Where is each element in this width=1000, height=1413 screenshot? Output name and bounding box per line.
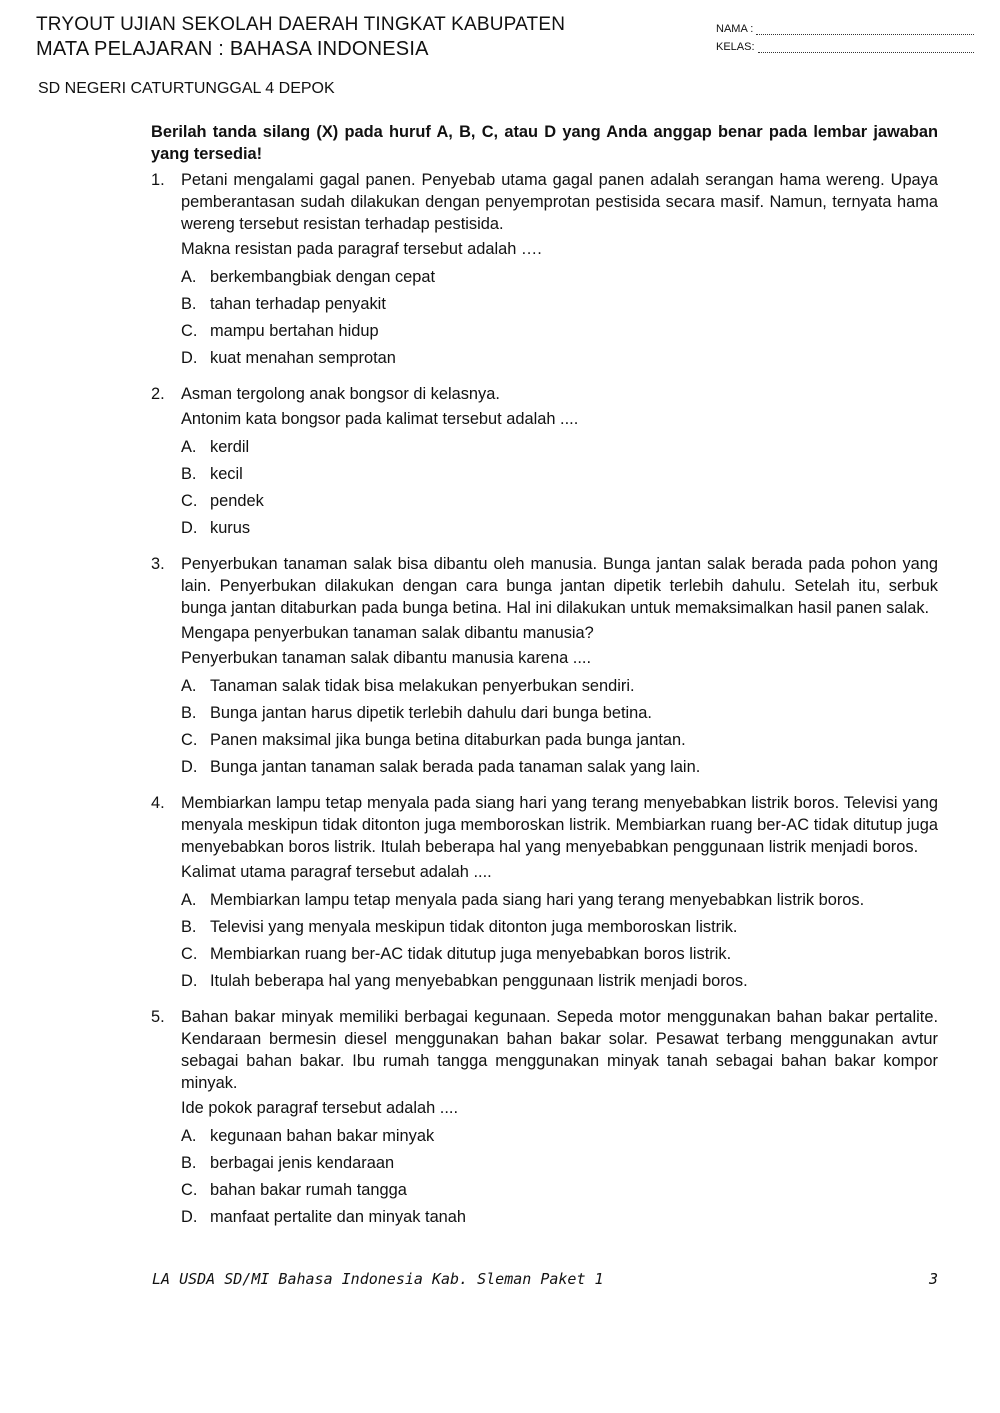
option-letter: C.	[181, 1180, 198, 1199]
option-text: Tanaman salak tidak bisa melakukan penyerbukan sendiri.	[210, 676, 635, 695]
option-letter: D.	[181, 757, 198, 776]
question-stem: Asman tergolong anak bongsor di kelasnya.	[181, 385, 500, 403]
answer-option	[181, 344, 938, 371]
option-letter: C.	[181, 321, 198, 340]
option-text: kegunaan bahan bakar minyak	[210, 1126, 435, 1145]
option-letter: D.	[181, 518, 198, 537]
question-prompt: Mengapa penyerbukan tanaman salak dibantu manusia?	[181, 624, 594, 642]
answer-option	[181, 1203, 938, 1230]
name-field	[716, 23, 974, 35]
option-text: pendek	[210, 491, 264, 510]
option-text: mampu bertahan hidup	[210, 321, 379, 340]
option-text: manfaat pertalite dan minyak tanah	[210, 1207, 467, 1226]
answer-option	[181, 317, 938, 344]
question-list	[151, 169, 938, 1230]
question-prompt: Penyerbukan tanaman salak dibantu manusia karena ....	[181, 649, 592, 667]
subject-title: MATA PELAJARAN : BAHASA INDONESIA	[36, 38, 429, 60]
answer-option	[181, 886, 938, 913]
answer-option	[181, 460, 938, 487]
question-prompt: Antonim kata bongsor pada kalimat tersebut adalah ....	[181, 410, 579, 428]
question-stem: Membiarkan lampu tetap menyala pada siang hari yang terang menyebabkan listrik boros. Televisi yang menyala meskipun tidak ditonton juga memboroskan listrik. Membiarkan ruang ber-AC tidak ditutup juga menyebabkan boros listrik. Itulah beberapa hal yang menyebabkan penggunaan listrik menjadi boros.	[181, 794, 938, 856]
question-body	[181, 1006, 938, 1230]
name-blank-line	[756, 26, 974, 35]
answer-option	[181, 487, 938, 514]
question-number: 3.	[151, 555, 165, 573]
question-4	[151, 792, 938, 994]
question-number: 5.	[151, 1008, 165, 1026]
question-number: 2.	[151, 385, 165, 403]
option-text: Itulah beberapa hal yang menyebabkan penggunaan listrik menjadi boros.	[210, 971, 748, 990]
question-prompt: Makna resistan pada paragraf tersebut adalah ….	[181, 240, 542, 258]
answer-option	[181, 672, 938, 699]
option-text: Membiarkan ruang ber-AC tidak ditutup juga menyebabkan boros listrik.	[210, 944, 732, 963]
question-2	[151, 383, 938, 541]
option-text: berkembangbiak dengan cepat	[210, 267, 436, 286]
option-letter: A.	[181, 676, 197, 695]
question-body	[181, 169, 938, 371]
option-text: kecil	[210, 464, 243, 483]
name-label: NAMA :	[716, 23, 754, 35]
option-text: Panen maksimal jika bunga betina ditaburkan pada bunga jantan.	[210, 730, 686, 749]
answer-option	[181, 940, 938, 967]
option-letter: B.	[181, 703, 197, 722]
option-letter: D.	[181, 1207, 198, 1226]
answer-option	[181, 967, 938, 994]
option-text: berbagai jenis kendaraan	[210, 1153, 395, 1172]
question-stem: Bahan bakar minyak memiliki berbagai kegunaan. Sepeda motor menggunakan bahan bakar pertalite. Kendaraan bermesin diesel menggunakan bahan bakar solar. Pesawat terbang menggunakan avtur sebagai bahan bakar. Ibu rumah tangga menggunakan minyak tanah sebagai bahan bakar kompor minyak.	[181, 1008, 938, 1092]
question-prompt: Kalimat utama paragraf tersebut adalah ....	[181, 863, 492, 881]
question-1	[151, 169, 938, 371]
question-number: 4.	[151, 794, 165, 812]
option-letter: B.	[181, 1153, 197, 1172]
footer-text: LA USDA SD/MI Bahasa Indonesia Kab. Sleman Paket 1	[152, 1270, 604, 1288]
question-3	[151, 553, 938, 780]
option-text: Bunga jantan tanaman salak berada pada tanaman salak yang lain.	[210, 757, 701, 776]
class-field	[716, 41, 974, 53]
answer-option	[181, 433, 938, 460]
answer-option	[181, 913, 938, 940]
option-letter: A.	[181, 437, 197, 456]
answer-option	[181, 514, 938, 541]
answer-options	[181, 433, 938, 541]
option-letter: D.	[181, 971, 198, 990]
exam-title: TRYOUT UJIAN SEKOLAH DAERAH TINGKAT KABUPATEN	[36, 14, 566, 35]
option-letter: B.	[181, 464, 197, 483]
page-number: 3	[928, 1270, 938, 1288]
answer-option	[181, 263, 938, 290]
option-letter: C.	[181, 944, 198, 963]
class-label: KELAS:	[716, 41, 755, 53]
option-text: Televisi yang menyala meskipun tidak ditonton juga memboroskan listrik.	[210, 917, 738, 936]
option-text: kuat menahan semprotan	[210, 348, 396, 367]
answer-options	[181, 263, 938, 371]
question-5	[151, 1006, 938, 1230]
question-stem: Petani mengalami gagal panen. Penyebab utama gagal panen adalah serangan hama wereng. Upaya pemberantasan sudah dilakukan dengan penyemprotan pestisida secara masif. Namun, ternyata hama wereng tersebut resistan terhadap pestisida.	[181, 171, 938, 233]
question-body	[181, 792, 938, 994]
answer-option	[181, 1122, 938, 1149]
school-name: SD NEGERI CATURTUNGGAL 4 DEPOK	[38, 80, 335, 97]
option-text: Membiarkan lampu tetap menyala pada siang hari yang terang menyebabkan listrik boros.	[210, 890, 865, 909]
answer-option	[181, 1176, 938, 1203]
option-text: Bunga jantan harus dipetik terlebih dahulu dari bunga betina.	[210, 703, 652, 722]
question-prompt: Ide pokok paragraf tersebut adalah ....	[181, 1099, 459, 1117]
option-text: kurus	[210, 518, 251, 537]
answer-options	[181, 1122, 938, 1230]
answer-option	[181, 290, 938, 317]
option-letter: D.	[181, 348, 198, 367]
answer-option	[181, 1149, 938, 1176]
answer-option	[181, 699, 938, 726]
option-letter: A.	[181, 890, 197, 909]
option-letter: B.	[181, 294, 197, 313]
option-letter: A.	[181, 267, 197, 286]
instruction: Berilah tanda silang (X) pada huruf A, B, C, atau D yang Anda anggap benar pada lembar jawaban yang tersedia!	[151, 123, 938, 163]
option-letter: A.	[181, 1126, 197, 1145]
class-blank-line	[758, 44, 974, 53]
option-letter: B.	[181, 917, 197, 936]
option-letter: C.	[181, 730, 198, 749]
question-stem: Penyerbukan tanaman salak bisa dibantu oleh manusia. Bunga jantan salak berada pada pohon yang lain. Penyerbukan dilakukan dengan cara bunga jantan dipetik terlebih dahulu. Setelah itu, serbuk bunga jantan ditaburkan pada bunga betina. Hal ini dilakukan untuk memaksimalkan hasil panen salak.	[181, 555, 938, 617]
option-text: kerdil	[210, 437, 250, 456]
answer-options	[181, 886, 938, 994]
question-body	[181, 383, 938, 541]
option-text: bahan bakar rumah tangga	[210, 1180, 407, 1199]
answer-options	[181, 672, 938, 780]
option-letter: C.	[181, 491, 198, 510]
question-body	[181, 553, 938, 780]
question-number: 1.	[151, 171, 165, 189]
answer-option	[181, 753, 938, 780]
option-text: tahan terhadap penyakit	[210, 294, 386, 313]
exam-content	[151, 121, 938, 1230]
answer-option	[181, 726, 938, 753]
